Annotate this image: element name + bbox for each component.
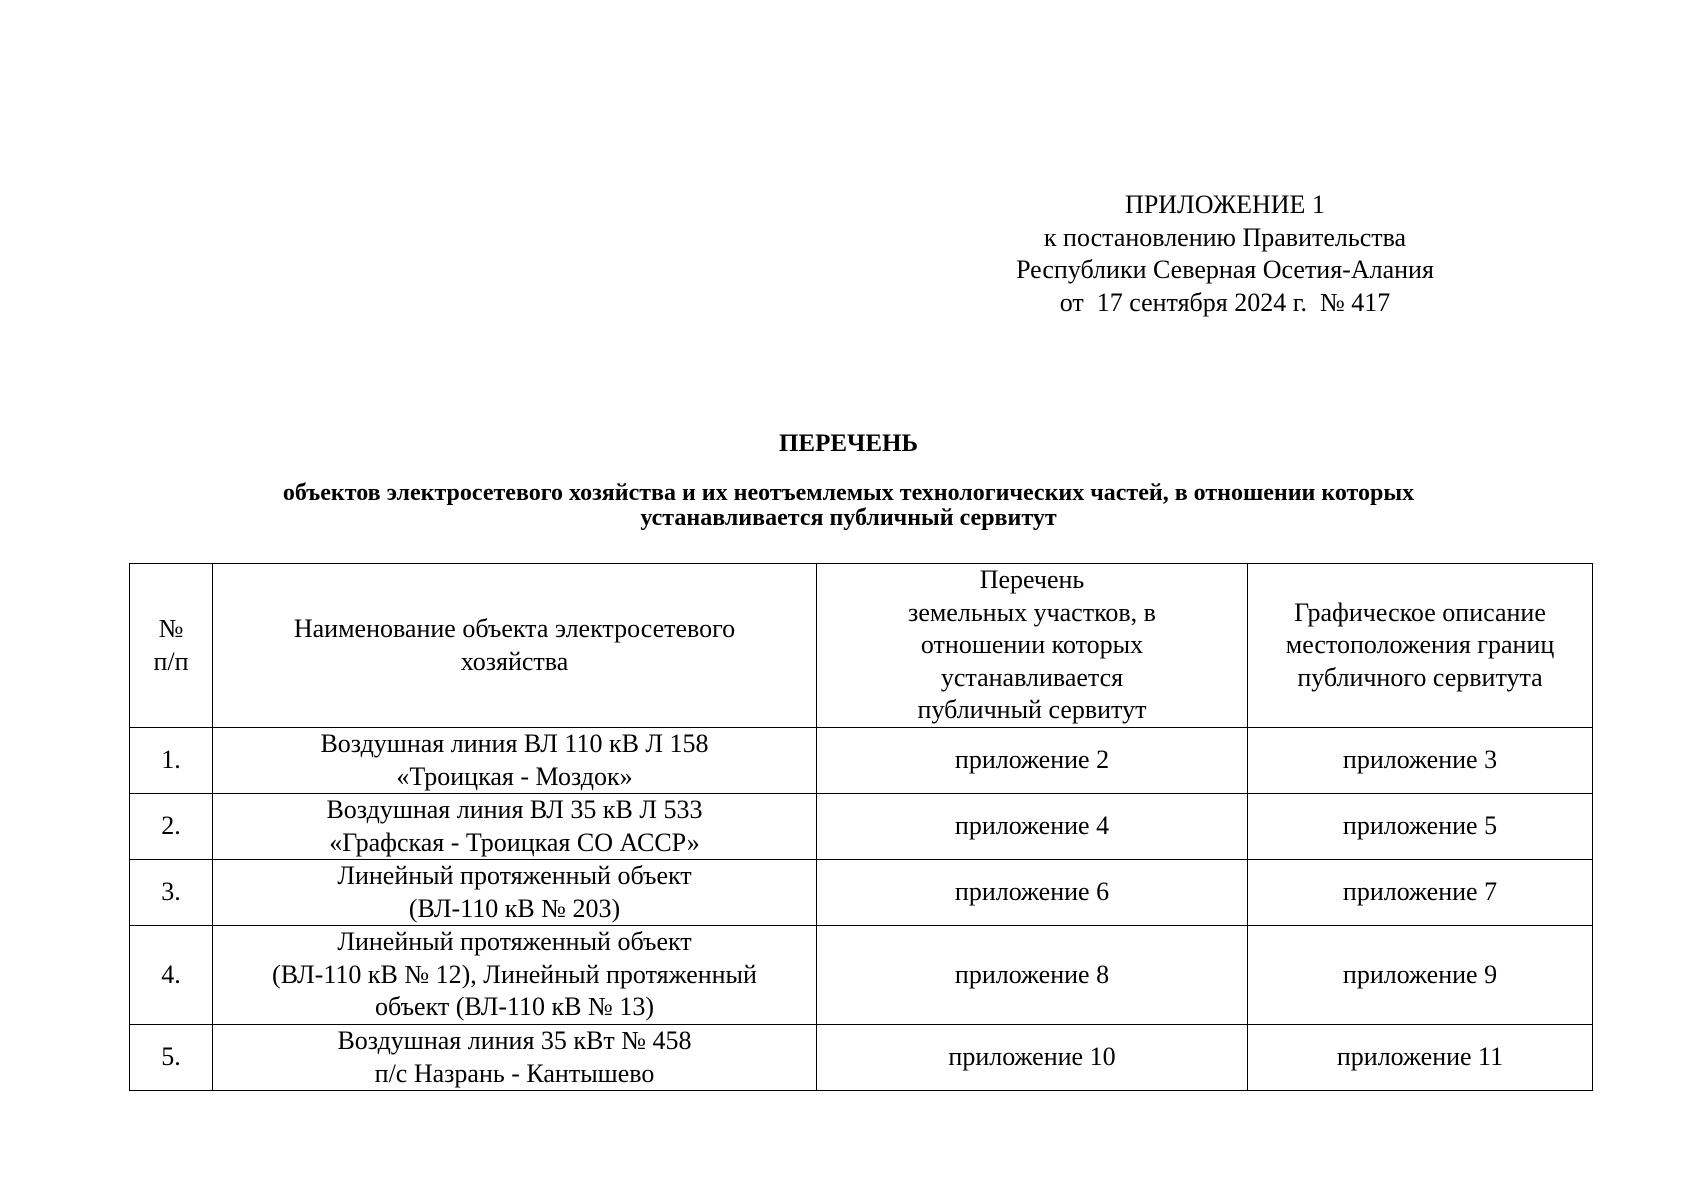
appendix-government-line: Республики Северная Осетия-Алания: [1016, 255, 1434, 284]
land-plots-ref: приложение 10: [817, 1025, 1248, 1091]
table-row: [130, 728, 1593, 794]
object-name: Линейный протяженный объект (ВЛ-110 кВ № 203): [213, 860, 817, 926]
table-row: [130, 860, 1593, 926]
document-subtitle-line-2: устанавливается публичный сервитут: [640, 505, 1057, 531]
appendix-block: [1010, 189, 1440, 319]
land-plots-ref: приложение 4: [817, 794, 1248, 860]
table-row: [130, 794, 1593, 860]
row-number: 1.: [130, 728, 213, 794]
object-name: Линейный протяженный объект (ВЛ-110 кВ № 12), Линейный протяженный объект (ВЛ-110 кВ № 13): [213, 926, 817, 1025]
object-name: Воздушная линия 35 кВт № 458 п/с Назрань - Кантышево: [213, 1025, 817, 1091]
table-header-row: [130, 564, 1593, 728]
document-subtitle-line-1: объектов электросетевого хозяйства и их неотъемлемых технологических частей, в отношении которых: [282, 480, 1415, 506]
graphic-description-ref: приложение 7: [1248, 860, 1593, 926]
document-subtitle: [0, 481, 1697, 531]
appendix-heading: ПРИЛОЖЕНИЕ 1: [1125, 190, 1325, 219]
objects-table: [129, 563, 1593, 1091]
row-number: 4.: [130, 926, 213, 1025]
graphic-description-ref: приложение 11: [1248, 1025, 1593, 1091]
graphic-description-ref: приложение 3: [1248, 728, 1593, 794]
header-object-name: Наименование объекта электросетевого хозяйства: [213, 564, 817, 728]
appendix-resolution-line: к постановлению Правительства: [1043, 222, 1407, 252]
table-row: [130, 1025, 1593, 1091]
document-title: ПЕРЕЧЕНЬ: [778, 430, 919, 457]
table-row: [130, 926, 1593, 1025]
row-number: 2.: [130, 794, 213, 860]
header-number: № п/п: [130, 564, 213, 728]
header-land-plots: Перечень земельных участков, в отношении которых устанавливается публичный сервитут: [817, 564, 1248, 728]
object-name: Воздушная линия ВЛ 110 кВ Л 158 «Троицкая - Моздок»: [213, 728, 817, 794]
land-plots-ref: приложение 8: [817, 926, 1248, 1025]
appendix-date-number: от 17 сентября 2024 г. № 417: [1059, 287, 1391, 317]
graphic-description-ref: приложение 9: [1248, 926, 1593, 1025]
row-number: 3.: [130, 860, 213, 926]
row-number: 5.: [130, 1025, 213, 1091]
object-name: Воздушная линия ВЛ 35 кВ Л 533 «Графская - Троицкая СО АССР»: [213, 794, 817, 860]
graphic-description-ref: приложение 5: [1248, 794, 1593, 860]
land-plots-ref: приложение 6: [817, 860, 1248, 926]
land-plots-ref: приложение 2: [817, 728, 1248, 794]
header-graphic-description: Графическое описание местоположения границ публичного сервитута: [1248, 564, 1593, 728]
